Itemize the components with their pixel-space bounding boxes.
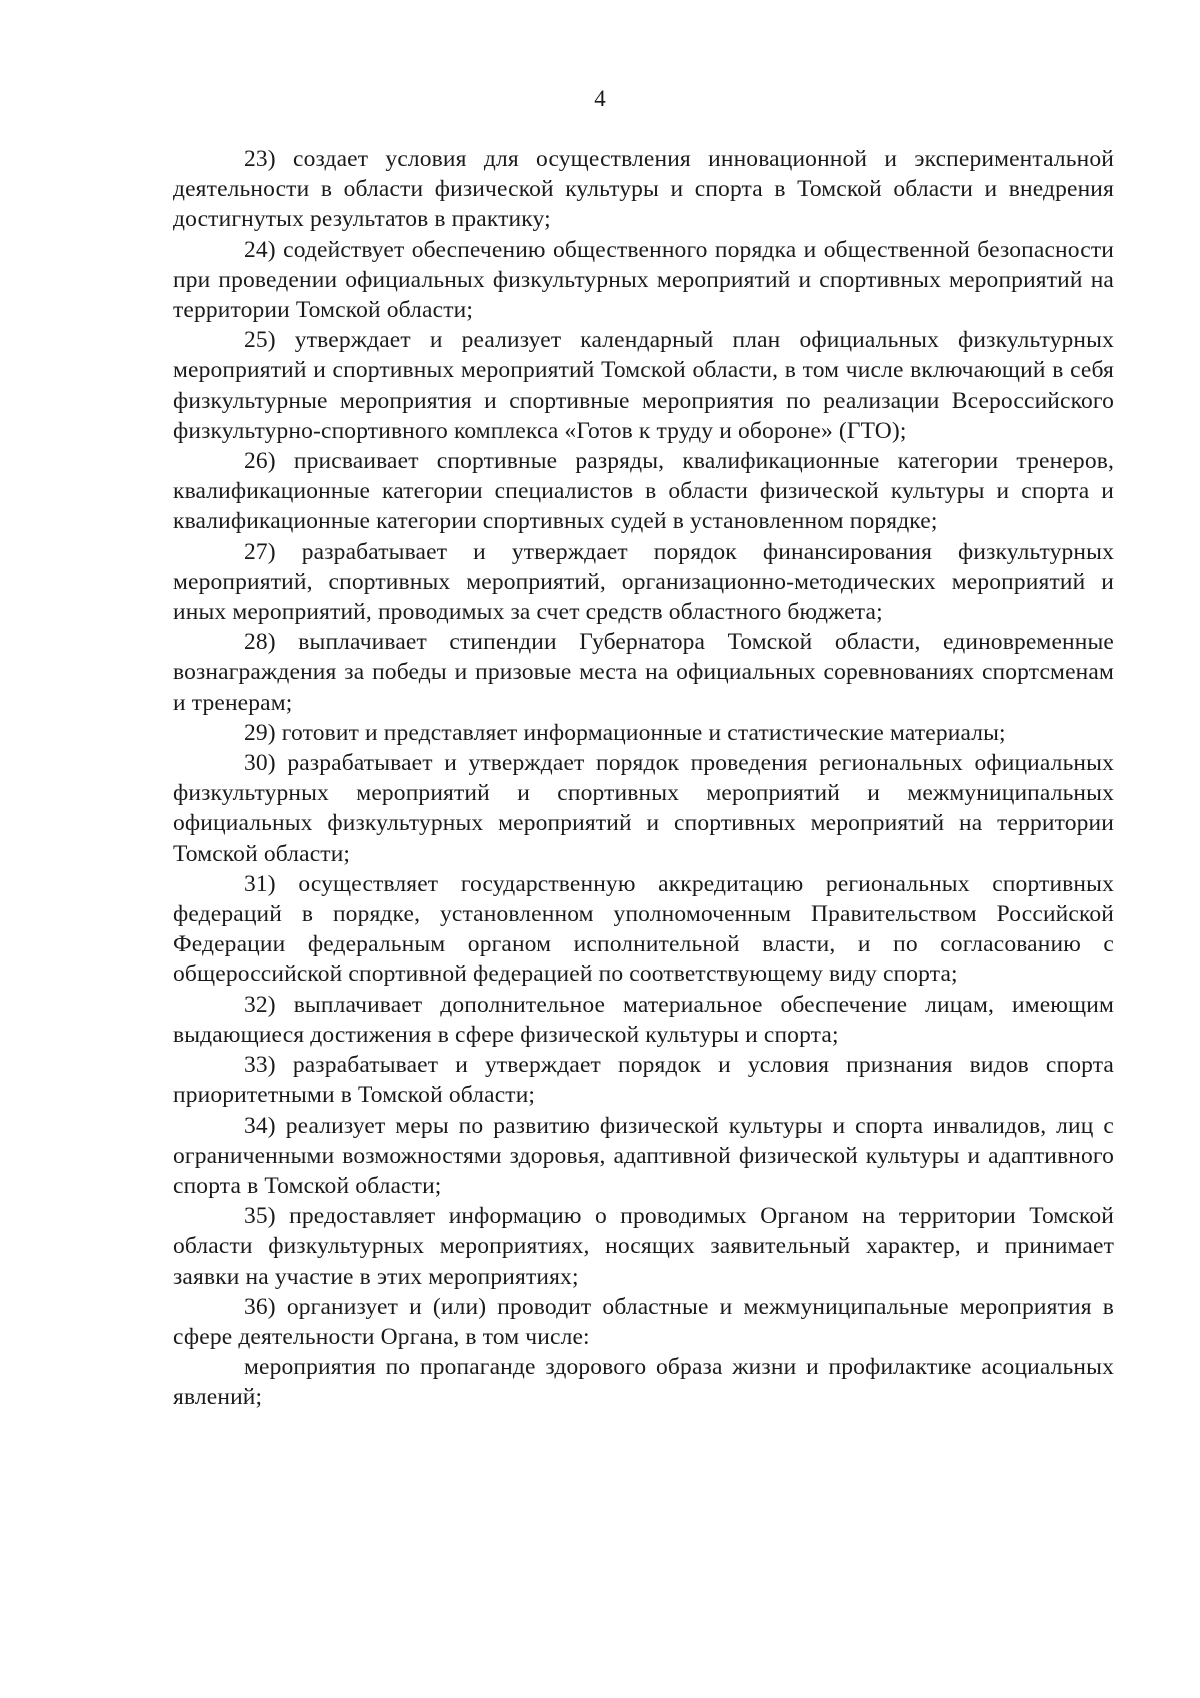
paragraph-item-34: 34) реализует меры по развитию физической культуры и спорта инвалидов, лиц с ограниченными возможностями здоровья, адаптивной физической культуры и адаптивного спорта в Томской области; [173, 1112, 1114, 1199]
paragraph-item-35: 35) предоставляет информацию о проводимых Органом на территории Томской области физкультурных мероприятиях, носящих заявительный характер, и принимает заявки на участие в этих мероприятиях; [173, 1203, 1114, 1290]
paragraph-item-32: 32) выплачивает дополнительное материальное обеспечение лицам, имеющим выдающиеся достижения в сфере физической культуры и спорта; [173, 991, 1114, 1048]
paragraph-item-25: 25) утверждает и реализует календарный план официальных физкультурных мероприятий и спортивных мероприятий Томской области, в том числе включающий в себя физкультурные мероприятия и спортивные мероприятия по реализации Всероссийского физкультурно-спортивного комплекса «Готов к труду и обороне» (ГТО); [173, 327, 1114, 444]
page-number: 4 [594, 86, 606, 111]
paragraph-item-36: 36) организует и (или) проводит областные и межмуниципальные мероприятия в сфере деятельности Органа, в том числе: [173, 1293, 1114, 1350]
paragraph-item-31: 31) осуществляет государственную аккредитацию региональных спортивных федераций в порядке, установленном уполномоченным Правительством Российской Федерации федеральным органом исполнительной власти, и по согласованию с общероссийской спортивной федерацией по соответствующему виду спорта; [173, 870, 1114, 988]
paragraph-item-27: 27) разрабатывает и утверждает порядок финансирования физкультурных мероприятий, спортивных мероприятий, организационно-методических мероприятий и иных мероприятий, проводимых за счет средств областного бюджета; [173, 538, 1114, 626]
paragraph-item-23: 23) создает условия для осуществления инновационной и экспериментальной деятельности в области физической культуры и спорта в Томской области и внедрения достигнутых результатов в практику; [173, 146, 1114, 233]
paragraph-item-33: 33) разрабатывает и утверждает порядок и условия признания видов спорта приоритетными в Томской области; [173, 1052, 1114, 1109]
paragraph-item-29: 29) готовит и представляет информационные и статистические материалы; [244, 719, 1006, 746]
document-body [173, 144, 1114, 1413]
paragraph-subitem: мероприятия по пропаганде здорового образа жизни и профилактике асоциальных явлений; [173, 1354, 1114, 1411]
paragraph-item-24: 24) содействует обеспечению общественного порядка и общественной безопасности при проведении официальных физкультурных мероприятий и спортивных мероприятий на территории Томской области; [173, 236, 1114, 324]
paragraph-item-30: 30) разрабатывает и утверждает порядок проведения региональных официальных физкультурных мероприятий и спортивных мероприятий и межмуниципальных официальных физкультурных мероприятий и спортивных мероприятий на территории Томской области; [173, 750, 1114, 867]
paragraph-item-28: 28) выплачивает стипендии Губернатора Томской области, единовременные вознаграждения за победы и призовые места на официальных соревнованиях спортсменам и тренерам; [173, 629, 1114, 716]
paragraph-item-26: 26) присваивает спортивные разряды, квалификационные категории тренеров, квалификационные категории специалистов в области физической культуры и спорта и квалификационные категории спортивных судей в установленном порядке; [173, 448, 1114, 535]
